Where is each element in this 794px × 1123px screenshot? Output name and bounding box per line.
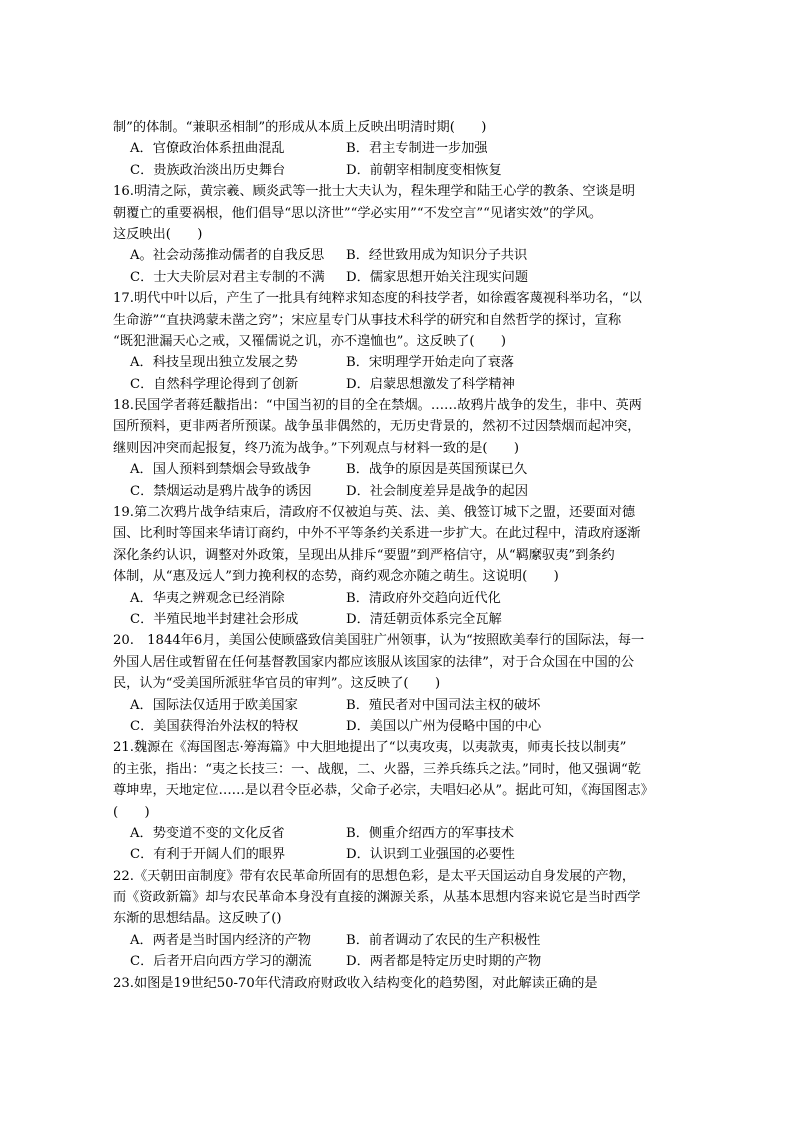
q20-options-row-2 xyxy=(113,716,683,737)
q20-stem-line: 民，认为“受美国所派驻华官员的审判”。这反映了( ) xyxy=(113,676,441,692)
q19-stem-line: 19.第二次鸦片战争结束后，清政府不仅被迫与英、法、美、俄签订城下之盟，还要面对德 xyxy=(113,505,636,521)
q19-stem-line: 国、比利时等国来华请订商约，中外不平等条约关系进一步扩大。在此过程中，清政府逐渐 xyxy=(113,526,641,542)
q17-stem-line: “既犯泄漏天心之戒，又罹儒说之讥，亦不遑恤也”。这反映了( ) xyxy=(113,333,507,349)
q20-stem-line: 20. 1844年6月，美国公使顾盛致信美国驻广州领事，认为“按照欧美奉行的国际法，每一 xyxy=(113,633,645,649)
q18-stem-line: 国所预料，更非两者所预谋。战争虽非偶然的，无历史背景的，然初不过因禁烟而起冲突， xyxy=(113,419,641,435)
q17-options-row-1 xyxy=(113,352,683,373)
q22-stem-line: 东渐的思想结晶。这反映了() xyxy=(113,911,282,927)
q17-stem-line: 17.明代中叶以后，产生了一批具有纯粹求知态度的科技学者，如徐霞客蔑视科举功名，“以 xyxy=(113,291,642,307)
q17-stem-line: 生命游”“直抉鸿蒙未凿之窍”；宋应星专门从事技术科学的研究和自然哲学的探讨，宣称 xyxy=(113,312,622,328)
q16-option-a: A。社会动荡推动儒者的自我反思 xyxy=(130,248,325,264)
q17-option-d: D．启蒙思想激发了科学精神 xyxy=(346,376,515,392)
q21-stem-line: ( ) xyxy=(113,804,150,820)
q15-option-a: A．官僚政治体系扭曲混乱 xyxy=(130,141,285,157)
q21-stem-line: 的主张，指出：“夷之长技三：一、战舰，二、火器，三养兵练兵之法。”同时，他又强调“乾 xyxy=(113,761,641,777)
q15-options-row-2 xyxy=(113,160,683,181)
q16-option-b: B．经世致用成为知识分子共识 xyxy=(346,248,528,264)
q21-options-row-2 xyxy=(113,844,683,865)
q19-option-a: A．华夷之辨观念已经消除 xyxy=(130,590,285,606)
q20-stem-line: 外国人居住或暂留在任何基督教国家内都应该服从该国家的法律”，对于合众国在中国的公 xyxy=(113,654,635,670)
q16-option-c: C．士大夫阶层对君主专制的不满 xyxy=(130,269,325,285)
q19-option-d: D．清廷朝贡体系完全瓦解 xyxy=(346,611,502,627)
q21-options-row-1 xyxy=(113,823,683,844)
q15-stem-tail: 制”的体制。“兼职丞相制”的形成从本质上反映出明清时期( ) xyxy=(113,120,487,135)
q22-stem-line: 22.《天朝田亩制度》带有农民革命所固有的思想色彩，是太平天国运动自身发展的产物， xyxy=(113,868,636,884)
q21-stem-line: 尊坤卑，天地定位……是以君令臣必恭，父命子必宗，夫唱妇必从”。据此可知，《海国图志》 xyxy=(113,783,654,799)
q18-options-row-1 xyxy=(113,459,683,480)
q15-option-b: B．君主专制进一步加强 xyxy=(346,141,488,157)
q21-option-c: C．有利于开阔人们的眼界 xyxy=(130,847,286,863)
exam-page xyxy=(113,117,683,994)
q19-options-row-2 xyxy=(113,609,683,630)
q18-stem-line: 18.民国学者蒋廷黻指出：“中国当初的目的全在禁烟。……故鸦片战争的发生，非中、英两 xyxy=(113,398,642,414)
q17-options-row-2 xyxy=(113,374,683,395)
q20-option-b: B．殖民者对中国司法主权的破坏 xyxy=(346,697,541,713)
q18-option-d: D．社会制度差异是战争的起因 xyxy=(346,483,529,499)
q18-option-a: A．国人预料到禁烟会导致战争 xyxy=(130,462,311,478)
q16-stem-line: 朝覆亡的重要祸根，他们倡导“思以济世”“学必实用”“不发空言”“见诸实效”的学风。 xyxy=(113,205,603,221)
q15-options-row-1 xyxy=(113,138,683,159)
q22-options-row-2 xyxy=(113,951,683,972)
q18-options-row-2 xyxy=(113,481,683,502)
q18-stem-line: 继则因冲突而起报复，终乃流为战争。”下列观点与材料一致的是( ) xyxy=(113,440,520,456)
q20-option-d: D．美国以广州为侵略中国的中心 xyxy=(346,718,542,734)
q19-options-row-1 xyxy=(113,588,683,609)
q22-option-d: D．两者都是特定历史时期的产物 xyxy=(346,954,542,970)
q15-option-c: C．贵族政治淡出历史舞台 xyxy=(130,162,286,178)
q20-option-c: C．美国获得治外法权的特权 xyxy=(130,718,299,734)
q21-option-d: D．认识到工业强国的必要性 xyxy=(346,847,515,863)
q19-stem-line: 深化条约认识，调整对外政策，呈现出从排斥“要盟”到严格信守，从“羁縻驭夷”到条约 xyxy=(113,547,615,563)
q21-option-a: A．势变道不变的文化反省 xyxy=(130,825,285,841)
q20-options-row-1 xyxy=(113,695,683,716)
q22-option-c: C．后者开启向西方学习的潮流 xyxy=(130,954,312,970)
q17-option-a: A．科技呈现出独立发展之势 xyxy=(130,355,298,371)
q22-option-a: A．两者是当时国内经济的产物 xyxy=(130,932,311,948)
q18-option-b: B．战争的原因是英国预谋已久 xyxy=(346,462,528,478)
q21-option-b: B．侧重介绍西方的军事技术 xyxy=(346,825,514,841)
q17-option-c: C．自然科学理论得到了创新 xyxy=(130,376,299,392)
q22-stem-line: 而《资政新篇》却与农民革命本身没有直接的渊源关系，从基本思想内容来说它是当时西学 xyxy=(113,890,641,906)
q23-stem-line: 23.如图是19世纪50-70年代清政府财政收入结构变化的趋势图，对此解读正确的是 xyxy=(113,975,598,991)
q22-option-b: B．前者调动了农民的生产积极性 xyxy=(346,932,541,948)
q21-stem-line: 21.魏源在《海国图志·筹海篇》中大胆地提出了“以夷攻夷，以夷款夷，师夷长技以制夷” xyxy=(113,740,627,756)
q18-option-c: C．禁烟运动是鸦片战争的诱因 xyxy=(130,483,312,499)
q16-options-row-1 xyxy=(113,245,683,266)
q16-stem-line: 这反映出( ) xyxy=(113,226,203,242)
q22-options-row-1 xyxy=(113,930,683,951)
q19-stem-line: 体制，从“惠及远人”到力挽利权的态势，商约观念亦随之萌生。这说明( ) xyxy=(113,569,559,585)
q16-options-row-2 xyxy=(113,267,683,288)
q16-stem-line: 16.明清之际，黄宗羲、顾炎武等一批士大夫认为，程朱理学和陆王心学的教条、空谈是明 xyxy=(113,184,636,200)
q15-option-d: D．前朝宰相制度变相恢复 xyxy=(346,162,502,178)
q20-option-a: A．国际法仅适用于欧美国家 xyxy=(130,697,298,713)
q16-option-d: D．儒家思想开始关注现实问题 xyxy=(346,269,529,285)
q19-option-c: C．半殖民地半封建社会形成 xyxy=(130,611,299,627)
q19-option-b: B．清政府外交趋向近代化 xyxy=(346,590,501,606)
q17-option-b: B．宋明理学开始走向了衰落 xyxy=(346,355,514,371)
